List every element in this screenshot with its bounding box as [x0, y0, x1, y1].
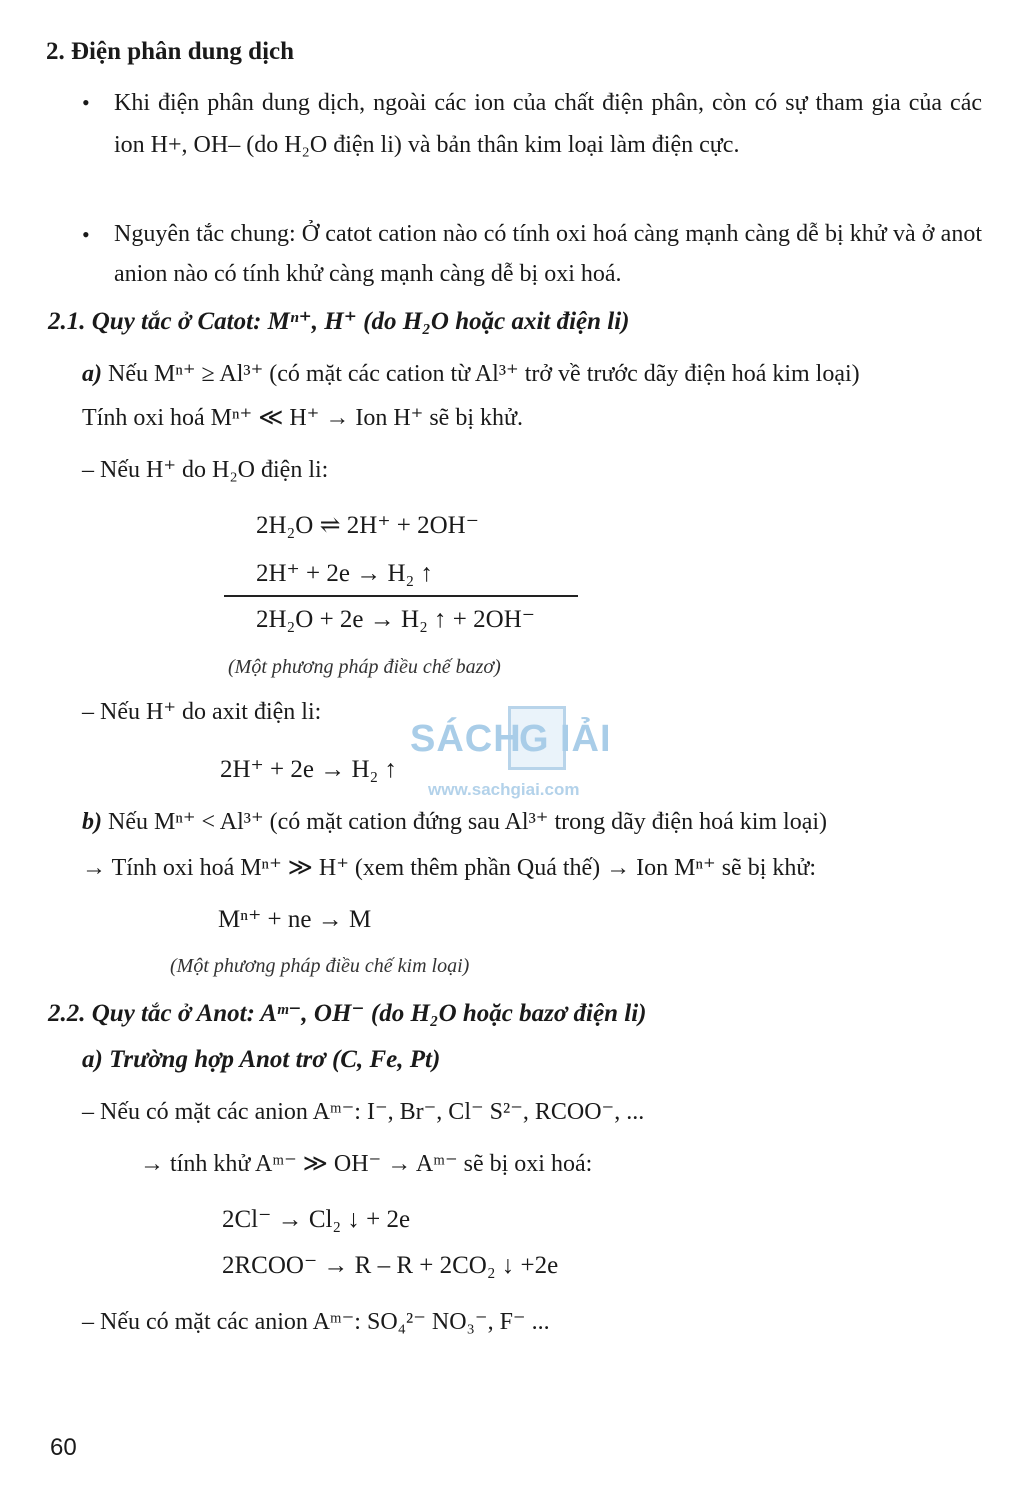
subsection-title-2-2: 2.2. Quy tắc ở Anot: Aᵐ⁻, OH⁻ (do H₂O hoặc bazơ điện li) — [48, 1000, 647, 1027]
case-a-label: a) — [82, 361, 102, 387]
case-a-line1 — [82, 360, 860, 389]
watermark-brand-right: IẢI — [560, 718, 612, 760]
anode-line2: → tính khử Aᵐ⁻ ≫ OH⁻ → Aᵐ⁻ sẽ bị oxi hoá: — [140, 1151, 593, 1177]
bullet-text-2: Nguyên tắc chung: Ở catot cation nào có tính oxi hoá càng mạnh càng dễ bị khử và ở anot anion nào có tính khử càng mạnh càng dễ bị oxi hoá. — [114, 221, 982, 287]
subsection-title-2-1: 2.1. Quy tắc ở Catot: Mⁿ⁺, H⁺ (do H₂O hoặc axit điện li) — [48, 308, 630, 335]
equation-sum-rule — [224, 595, 578, 597]
equation-hydrogen-reduction: 2H⁺ + 2e → H₂ ↑ — [256, 560, 433, 587]
case-a-sub2: – Nếu H⁺ do axit điện li: — [82, 699, 322, 725]
case-a-line1-text: Nếu Mⁿ⁺ ≥ Al³⁺ (có mặt các cation từ Al³⁺ trở về trước dãy điện hoá kim loại) — [108, 361, 860, 387]
case-b-line1 — [82, 808, 827, 837]
section-title: 2. Điện phân dung dịch — [46, 38, 295, 65]
bullet-text-1: Khi điện phân dung dịch, ngoài các ion của chất điện phân, còn có sự tham gia của các ion H+, OH– (do H₂O điện li) và bản thân kim loại làm điện cực. — [114, 90, 982, 158]
case-b-label: b) — [82, 809, 102, 835]
anode-line1: – Nếu có mặt các anion Aᵐ⁻: I⁻, Br⁻, Cl⁻ S²⁻, RCOO⁻, ... — [82, 1099, 645, 1125]
note-base-preparation: (Một phương pháp điều chế bazơ) — [228, 656, 501, 678]
watermark-brand-left: SÁCH — [410, 718, 522, 760]
page-number: 60 — [50, 1434, 77, 1461]
case-b-line1-text: Nếu Mⁿ⁺ < Al³⁺ (có mặt cation đứng sau Al³⁺ trong dãy điện hoá kim loại) — [108, 809, 828, 835]
case-a-line2: Tính oxi hoá Mⁿ⁺ ≪ H⁺ → Ion H⁺ sẽ bị khử. — [82, 405, 523, 431]
equation-water-dissociation: 2H₂O ⇌ 2H⁺ + 2OH⁻ — [256, 512, 479, 539]
equation-metal-reduction: Mⁿ⁺ + ne → M — [218, 906, 372, 933]
watermark-brand-mid: G — [519, 718, 550, 760]
equation-chloride-oxidation: 2Cl⁻ → Cl₂ ↓ + 2e — [222, 1206, 411, 1233]
note-metal-preparation: (Một phương pháp điều chế kim loại) — [170, 955, 470, 977]
equation-kolbe: 2RCOO⁻ → R – R + 2CO₂ ↓ +2e — [222, 1252, 559, 1279]
equation-acid-hydrogen: 2H⁺ + 2e → H₂ ↑ — [220, 756, 397, 783]
bullet-dot-icon: • — [82, 222, 90, 247]
watermark-url: www.sachgiai.com — [428, 780, 580, 799]
bullet-dot-icon: • — [82, 90, 90, 115]
subsection-inert-anode: a) Trường hợp Anot trơ (C, Fe, Pt) — [82, 1046, 441, 1073]
case-b-line2: → Tính oxi hoá Mⁿ⁺ ≫ H⁺ (xem thêm phần Quá thế) → Ion Mⁿ⁺ sẽ bị khử: — [82, 855, 817, 881]
anode-line3: – Nếu có mặt các anion Aᵐ⁻: SO₄²⁻ NO₃⁻, F⁻ ... — [82, 1309, 550, 1335]
equation-net: 2H₂O + 2e → H₂ ↑ + 2OH⁻ — [256, 606, 535, 633]
case-a-sub1: – Nếu H⁺ do H₂O điện li: — [82, 457, 329, 483]
